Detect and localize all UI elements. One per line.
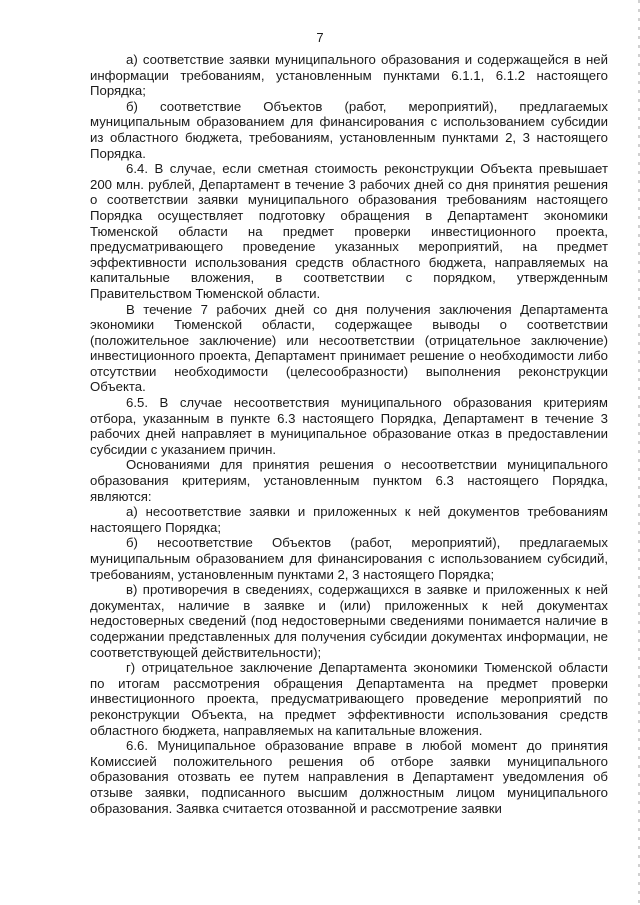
- paragraph-6-3-b: б) соответствие Объектов (работ, мероприятий), предлагаемых муниципальным образованием для финансирования с использованием субсидии из областного бюджета, требованиям, установленным пунктами 2, 3 настоящего Порядка.: [90, 98, 608, 161]
- paragraph-6-5-g: г) отрицательное заключение Департамента экономики Тюменской области по итогам рассмотрения обращения Департамента на предмет проверки инвестиционного проекта, предусматривающего проведение мероприятий по реконструкции Объекта, на предмет эффективности использования средств областного бюджета, направляемых на капитальные вложения.: [90, 660, 608, 738]
- paragraph-6-6: 6.6. Муниципальное образование вправе в любой момент до принятия Комиссией положительного решения об отборе заявки муниципального образования отозвать ее путем направления в Департамент уведомления об отзыве заявки, подписанного высшим должностным лицом муниципального образования. Заявка считается отозванной и рассмотрение заявки: [90, 738, 608, 816]
- paragraph-6-5-b: б) несоответствие Объектов (работ, мероприятий), предлагаемых муниципальным образованием для финансирования с использованием субсидий, требованиям, установленным пунктами 2, 3 настоящего Порядка;: [90, 535, 608, 582]
- page-number: 7: [316, 30, 324, 45]
- paragraph-6-4-second: В течение 7 рабочих дней со дня получения заключения Департамента экономики Тюменской области, содержащее выводы о соответствии (положительное заключение) или несоответствии (отрицательное заключение) инвестиционного проекта, Департамент принимает решение о необходимости либо отсутствии необходимости (целесообразности) выполнения реконструкции Объекта.: [90, 301, 608, 395]
- paragraph-6-5: 6.5. В случае несоответствия муниципального образования критериям отбора, указанным в пункте 6.3 настоящего Порядка, Департамент в течение 3 рабочих дней направляет в муниципальное образование отказ в предоставлении субсидии с указанием причин.: [90, 395, 608, 457]
- paragraph-6-5-grounds: Основаниями для принятия решения о несоответствии муниципального образования критериям, установленным пунктом 6.3 настоящего Порядка, являются:: [90, 457, 608, 504]
- paragraph-6-3-a: а) соответствие заявки муниципального образования и содержащейся в ней информации требованиям, установленным пунктами 6.1.1, 6.1.2 настоящего Порядка;: [90, 52, 608, 99]
- paragraph-6-5-a: а) несоответствие заявки и приложенных к ней документов требованиям настоящего Порядка;: [90, 504, 608, 535]
- paragraph-6-4: 6.4. В случае, если сметная стоимость реконструкции Объекта превышает 200 млн. рублей, Департамент в течение 3 рабочих дней со дня принятия решения о соответствии заявки муниципального образования требованиям настоящего Порядка осуществляет подготовку обращения в Департамент экономики Тюменской области на предмет проверки инвестиционного проекта, предусматривающего проведение указанных мероприятий, на предмет эффективности использования средств областного бюджета, направляемых на капитальные вложения, в соответствии с порядком, утвержденным Правительством Тюменской области.: [90, 161, 608, 301]
- paragraph-6-5-v: в) противоречия в сведениях, содержащихся в заявке и приложенных к ней документах, наличие в заявке и (или) приложенных к ней документах недостоверных сведений (под недостоверными сведениями понимается наличие в содержании представленных для получения субсидии документах информации, не соответствующей действительности);: [90, 582, 608, 660]
- document-body: [90, 52, 608, 816]
